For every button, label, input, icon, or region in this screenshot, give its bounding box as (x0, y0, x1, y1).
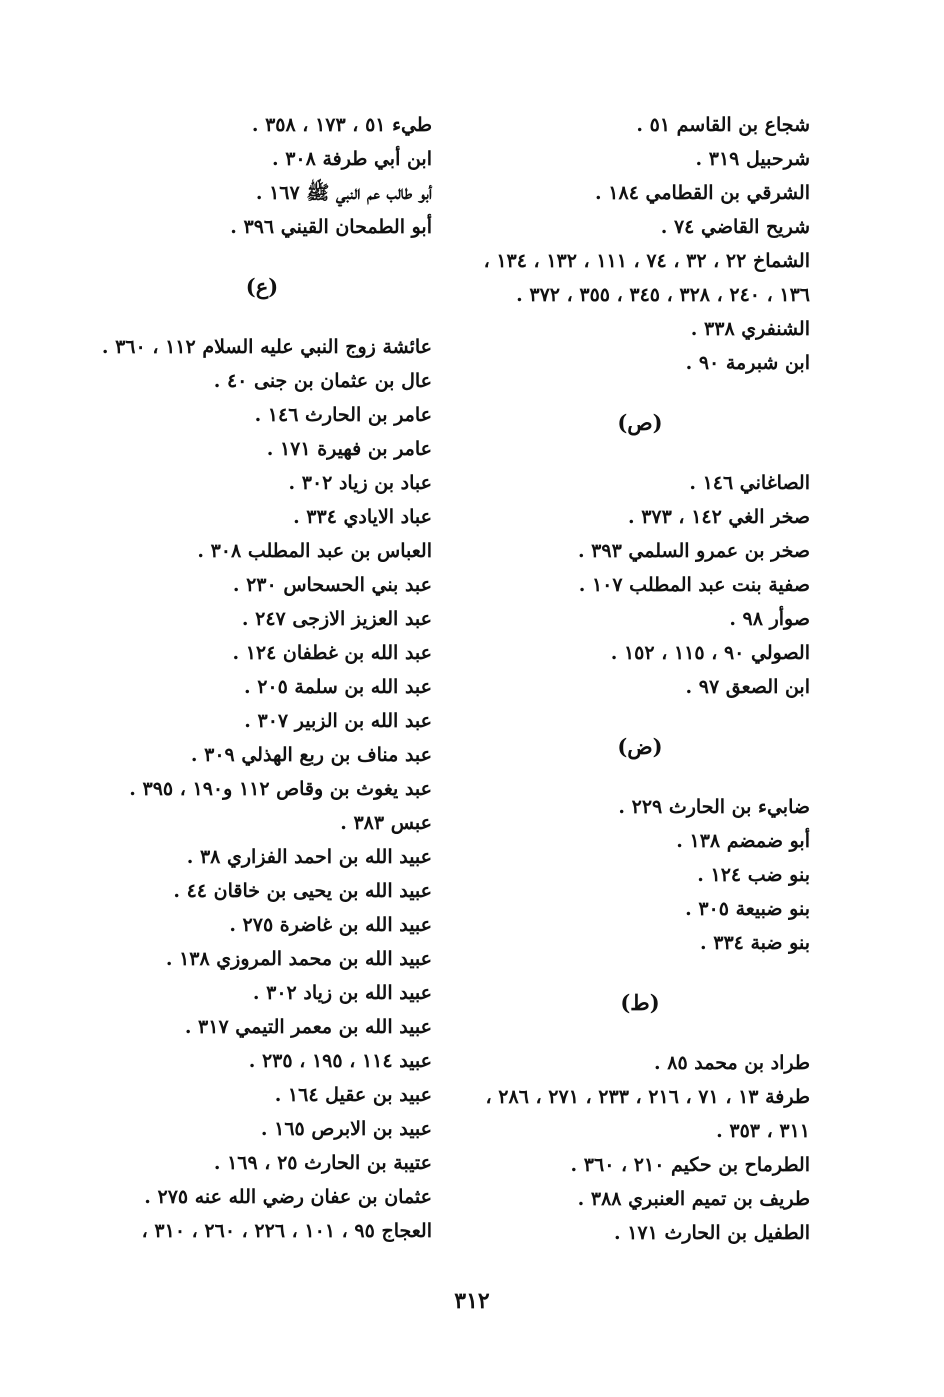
index-entry: صوأر ٩٨ . (729, 608, 810, 630)
index-entry: عبد الله بن سلمة ٢٠٥ . (243, 676, 432, 698)
index-entry: العجاج ٩٥ ، ١٠١ ، ٢٢٦ ، ٢٦٠ ، ٣١٠ ، (141, 1220, 432, 1242)
index-entry: صخر بن عمرو السلمي ٣٩٣ . (577, 540, 810, 562)
section-heading: (ع) (245, 274, 279, 299)
index-entry: عبيد ١١٤ ، ١٩٥ ، ٢٣٥ . (248, 1050, 432, 1072)
index-entry: الطفيل بن الحارث ١٧١ . (613, 1222, 810, 1244)
index-entry: طيء ٥١ ، ١٧٣ ، ٣٥٨ . (251, 114, 432, 136)
index-entry: الشماخ ٢٢ ، ٣٢ ، ٧٤ ، ١١١ ، ١٣٢ ، ١٣٤ ، ١٣٦ ، ٢٤٠ ، ٣٢٨ ، ٣٤٥ ، ٣٥٥ ، ٣٧٢ . (483, 250, 810, 306)
index-entry: عباد الايادي ٣٣٤ . (293, 506, 432, 528)
index-entry: الطرماح بن حكيم ٢١٠ ، ٣٦٠ . (570, 1154, 810, 1176)
index-entry: عبد الله بن غطفان ١٢٤ . (232, 642, 432, 664)
index-entry: صخر الغي ١٤٢ ، ٣٧٣ . (627, 506, 810, 528)
index-entry: طرفة ١٣ ، ٧١ ، ٢١٦ ، ٢٣٣ ، ٢٧١ ، ٢٨٦ ، ٣١١ ، ٣٥٣ . (485, 1086, 810, 1142)
index-entry: عبيد الله بن غاضرة ٢٧٥ . (229, 914, 432, 936)
index-entry: عبيد الله بن احمد الفزاري ٣٨ . (186, 846, 432, 868)
index-entry: شريح القاضي ٧٤ . (660, 216, 810, 238)
index-entry: عال بن عثمان بن جنى ٤٠ . (213, 370, 432, 392)
index-entry: الشنفري ٣٣٨ . (690, 318, 810, 340)
index-entry: طراد بن محمد ٨٥ . (654, 1052, 810, 1074)
index-entry: عبيد الله بن محمد المروزي ١٣٨ . (165, 948, 432, 970)
index-entry: عبد بني الحسحاس ٢٣٠ . (232, 574, 432, 596)
index-entry: عثمان بن عفان رضي الله عنه ٢٧٥ . (144, 1186, 432, 1208)
index-entry: عبيد الله بن معمر التيمي ٣١٧ . (184, 1016, 432, 1038)
index-entry: أبو الطمحان القيني ٣٩٦ . (230, 216, 432, 238)
index-entry: ابن شبرمة ٩٠ . (685, 352, 810, 374)
index-entry: طريف بن تميم العنبري ٣٨٨ . (577, 1188, 810, 1210)
index-column-left (92, 108, 432, 1248)
index-entry: عتيبة بن الحارث ٢٥ ، ١٦٩ . (213, 1152, 432, 1174)
index-entry: الصولي ٩٠ ، ١١٥ ، ١٥٢ . (610, 642, 810, 664)
index-entry: عبس ٣٨٣ . (340, 812, 432, 834)
section-heading: (ص) (617, 410, 663, 435)
index-entry: بنو ضب ١٢٤ . (697, 864, 810, 886)
index-entry: عبيد الله بن يحيى بن خاقان ٤٤ . (173, 880, 432, 902)
index-entry: بنو ضبيعة ٣٠٥ . (685, 898, 810, 920)
index-entry: عبيد الله بن زياد ٣٠٢ . (252, 982, 432, 1004)
index-entry: ابن أبي طرفة ٣٠٨ . (271, 148, 432, 170)
section-heading: (ض) (617, 734, 663, 759)
index-entry: عبيد بن الابرص ١٦٥ . (260, 1118, 432, 1140)
index-entry: عباد بن زياد ٣٠٢ . (288, 472, 432, 494)
index-entry: أبو طالب عم النبي ﷺ ١٦٧ . (255, 182, 432, 204)
page-number: ٣١٢ (454, 1288, 490, 1314)
index-entry: العباس بن عبد المطلب ٣٠٨ . (197, 540, 432, 562)
section-heading: (ط) (620, 990, 660, 1015)
index-entry: بنو ضبة ٣٣٤ . (700, 932, 810, 954)
index-entry: أبو ضمضم ١٣٨ . (676, 830, 810, 852)
index-entry: الشرقي بن القطامي ١٨٤ . (595, 182, 810, 204)
index-entry: عامر بن فهيرة ١٧١ . (266, 438, 432, 460)
index-entry: عبيد بن عقيل ١٦٤ . (274, 1084, 432, 1106)
index-entry: الصاغاني ١٤٦ . (689, 472, 810, 494)
index-entry: ضابيء بن الحارث ٢٢٩ . (618, 796, 810, 818)
index-entry: عبد مناف بن ربع الهذلي ٣٠٩ . (190, 744, 432, 766)
index-entry: عبد العزيز الازجى ٢٤٧ . (241, 608, 432, 630)
index-entry: شرحبيل ٣١٩ . (695, 148, 810, 170)
index-entry: عامر بن الحارث ١٤٦ . (254, 404, 432, 426)
index-entry: شجاع بن القاسم ٥١ . (636, 114, 810, 136)
index-column-right (470, 108, 810, 1250)
index-entry: عائشة زوج النبي عليه السلام ١١٢ ، ٣٦٠ . (101, 336, 432, 358)
index-entry: ابن الصعق ٩٧ . (685, 676, 810, 698)
index-entry: عبد الله بن الزبير ٣٠٧ . (244, 710, 432, 732)
index-entry: عبد يغوث بن وقاص ١١٢ و١٩٠ ، ٣٩٥ . (129, 778, 432, 800)
index-entry: صفية بنت عبد المطلب ١٠٧ . (578, 574, 810, 596)
